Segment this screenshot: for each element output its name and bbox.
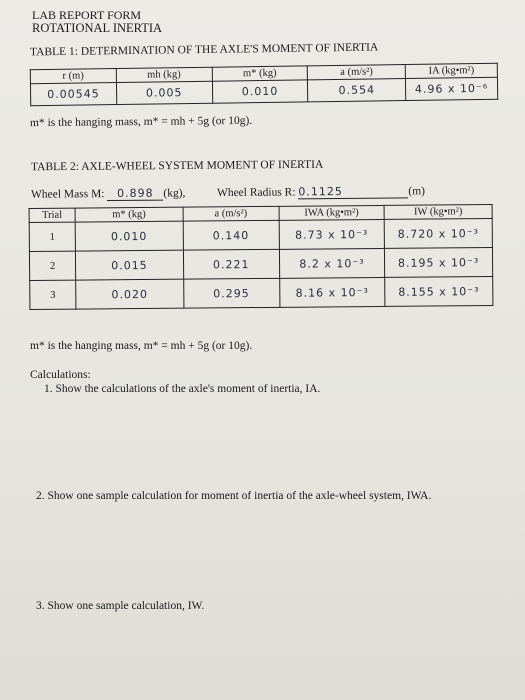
table2-header-a: a (m/s²)	[183, 206, 279, 221]
table2-note: m* is the hanging mass, m* = mh + 5g (or 10g).	[30, 340, 253, 352]
table2-row	[29, 247, 492, 280]
wheel-radius-value: 0.1125	[298, 184, 408, 199]
table2-cell-iwa: 8.16 x 10⁻³	[279, 277, 385, 307]
table1-cell-a: 0.554	[308, 79, 406, 102]
form-title: LAB REPORT FORM	[32, 8, 142, 22]
table1-note: m* is the hanging mass, m* = mh + 5g (or 10g).	[29, 114, 253, 130]
calc-item-2: 2. Show one sample calculation for moment of inertia of the axle-wheel system, IWA.	[36, 490, 432, 502]
table2-cell-iw: 8.720 x 10⁻³	[384, 218, 492, 248]
table2-title: TABLE 2: AXLE-WHEEL SYSTEM MOMENT OF INERTIA	[30, 158, 324, 174]
table2-row	[30, 276, 493, 309]
wheel-mass-unit: (kg),	[163, 187, 186, 200]
wheel-mass-label: Wheel Mass M:	[30, 188, 105, 201]
table1-header-a: a (m/s²)	[308, 65, 406, 80]
calculations-heading: Calculations:	[30, 369, 91, 381]
table2-cell-mstar: 0.015	[75, 250, 183, 280]
table2-cell-mstar: 0.010	[75, 221, 183, 251]
table1-header-mh: mh (kg)	[116, 67, 212, 82]
table2-header-mstar: m* (kg)	[75, 207, 183, 222]
table1-cell-r: 0.00545	[30, 83, 116, 106]
wheel-params	[31, 184, 425, 201]
wheel-radius-label: Wheel Radius R:	[216, 186, 296, 200]
calc-item-3: 3. Show one sample calculation, IW.	[36, 600, 205, 612]
table2-cell-mstar: 0.020	[76, 279, 184, 309]
wheel-radius-unit: (m)	[408, 185, 426, 198]
table2-header-iwa: IWA (kg•m²)	[279, 205, 385, 220]
table2-header-iw: IW (kg•m²)	[384, 204, 492, 219]
table1-cell-ia: 4.96 x 10⁻⁶	[405, 77, 497, 100]
table2-cell-iwa: 8.2 x 10⁻³	[279, 248, 385, 278]
calc-item-1: 1. Show the calculations of the axle's moment of inertia, IA.	[44, 383, 321, 395]
table1-header-ia: IA (kg•m²)	[405, 63, 497, 78]
table2-cell-a: 0.140	[183, 220, 279, 250]
table2-cell-iw: 8.155 x 10⁻³	[385, 276, 493, 306]
table1-title: TABLE 1: DETERMINATION OF THE AXLE'S MOMENT OF INERTIA	[29, 41, 379, 59]
table1-header-r: r (m)	[30, 69, 116, 84]
table1-cell-mstar: 0.010	[212, 80, 308, 103]
table2-cell-iwa: 8.73 x 10⁻³	[279, 219, 385, 249]
table1	[30, 63, 498, 107]
form-subtitle: ROTATIONAL INERTIA	[32, 21, 163, 35]
table1-cell-mh: 0.005	[116, 81, 212, 104]
table2	[29, 204, 494, 310]
table2-cell-trial: 1	[29, 222, 75, 251]
table1-header-mstar: m* (kg)	[212, 66, 308, 81]
table2-cell-a: 0.295	[183, 278, 279, 308]
table2-cell-a: 0.221	[183, 249, 279, 279]
table2-cell-trial: 2	[29, 251, 75, 280]
table2-cell-trial: 3	[30, 280, 76, 309]
table2-row	[29, 218, 492, 251]
table2-header-trial: Trial	[29, 208, 75, 222]
table2-cell-iw: 8.195 x 10⁻³	[385, 247, 493, 277]
wheel-mass-value: 0.898	[107, 187, 163, 201]
